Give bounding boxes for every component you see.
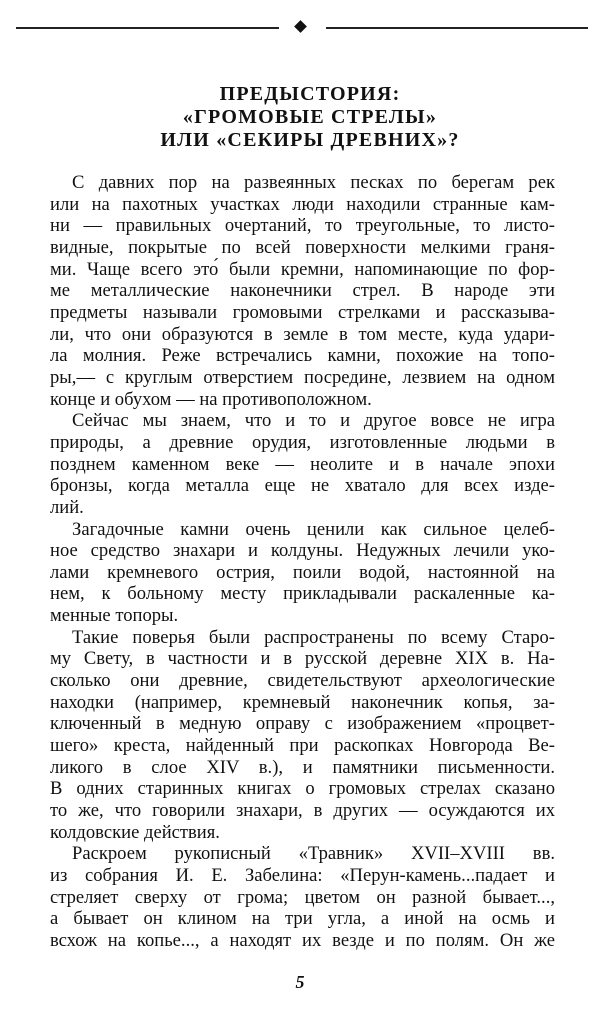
text-line: колдовские действия.: [50, 821, 220, 843]
top-rule-right: [326, 27, 588, 29]
text-line: находки (например, кремневый наконечник копья, за-: [50, 691, 555, 713]
text-line: видные, покрытые по всей поверхности мелкими граня-: [50, 236, 555, 258]
body-text: [50, 172, 555, 952]
paragraph: [50, 843, 555, 951]
text-line: Сейчас мы знаем, что и то и другое вовсе не игра: [72, 410, 555, 432]
text-line: ры,— с круглым отверстием посредине, лезвием на одном: [50, 366, 555, 388]
text-line: ла молния. Реже встречались камни, похожие на топо-: [50, 345, 555, 367]
paragraph: [50, 172, 555, 410]
chapter-title-line: «ГРОМОВЫЕ СТРЕЛЫ»: [182, 106, 438, 128]
diamond-ornament-icon: [294, 20, 307, 33]
text-line: лами кремневого острия, поили водой, настоянной на: [50, 561, 555, 583]
text-line: ключенный в медную оправу с изображением «процвет-: [50, 713, 555, 735]
text-line: ми. Чаще всего это́ были кремни, напоминающие по фор-: [50, 258, 555, 280]
paragraph: [50, 627, 555, 844]
text-line: из собрания И. Е. Забелина: «Перун-камень...падает и: [50, 865, 555, 886]
text-line: ное средство знахари и колдуны. Недужных лечили уко-: [50, 540, 555, 562]
text-line: то же, что говорили знахари, в других — осуждаются их: [50, 800, 555, 822]
chapter-title-line: ИЛИ «СЕКИРЫ ДРЕВНИХ»?: [160, 129, 460, 151]
text-line: стреляет сверху от грома; цветом он разной бывает...,: [50, 886, 555, 908]
top-rule-left: [16, 27, 279, 29]
chapter-title: [0, 83, 600, 152]
text-line: ни — правильных очертаний, то треугольные, то листо-: [50, 215, 555, 237]
text-line: Загадочные камни очень ценили как сильное целеб-: [72, 518, 555, 540]
text-line: всхож на копье..., а находят их везде и по полям. Он же: [50, 929, 555, 951]
chapter-title-line: ПРЕДЫСТОРИЯ:: [219, 83, 401, 105]
paragraph: [50, 410, 555, 518]
text-line: конце и обухом — на противоположном.: [50, 388, 372, 410]
text-line: лий.: [50, 496, 84, 518]
text-line: ликого в слое XIV в.), и памятники письменности.: [50, 756, 555, 778]
text-line: сколько они древние, свидетельствуют археологические: [50, 670, 555, 692]
text-line: бронзы, когда металла еще не хватало для всех изде-: [50, 475, 555, 497]
text-line: ме металлические наконечники стрел. В народе эти: [50, 280, 555, 302]
paragraph: [50, 519, 555, 627]
text-line: му Свету, в частности и в русской деревне XIX в. На-: [50, 648, 555, 670]
text-line: Раскроем рукописный «Травник» XVII–XVIII вв.: [72, 843, 555, 865]
text-line: менные топоры.: [50, 605, 179, 627]
text-line: а бывает он клином на три угла, а иной на осмь и: [50, 908, 555, 930]
text-line: предметы называли громовыми стрелками и рассказыва-: [50, 301, 555, 323]
text-line: нем, к больному месту прикладывали раскаленные ка-: [50, 583, 555, 605]
text-line: шего» креста, найденный при раскопках Новгорода Ве-: [50, 735, 555, 757]
text-line: С давних пор на развеянных песках по берегам рек: [72, 172, 555, 193]
text-line: позднем каменном веке — неолите и в начале эпохи: [50, 453, 555, 475]
text-line: или на пахотных участках люди находили странные кам-: [50, 193, 555, 215]
text-line: природы, а древние орудия, изготовленные людьми в: [50, 431, 555, 453]
text-line: В одних старинных книгах о громовых стрелах сказано: [50, 778, 555, 800]
text-line: ли, что они образуются в земле в том месте, куда удари-: [50, 323, 555, 345]
text-line: Такие поверья были распространены по всему Старо-: [72, 626, 555, 648]
page-number: 5: [295, 972, 305, 992]
